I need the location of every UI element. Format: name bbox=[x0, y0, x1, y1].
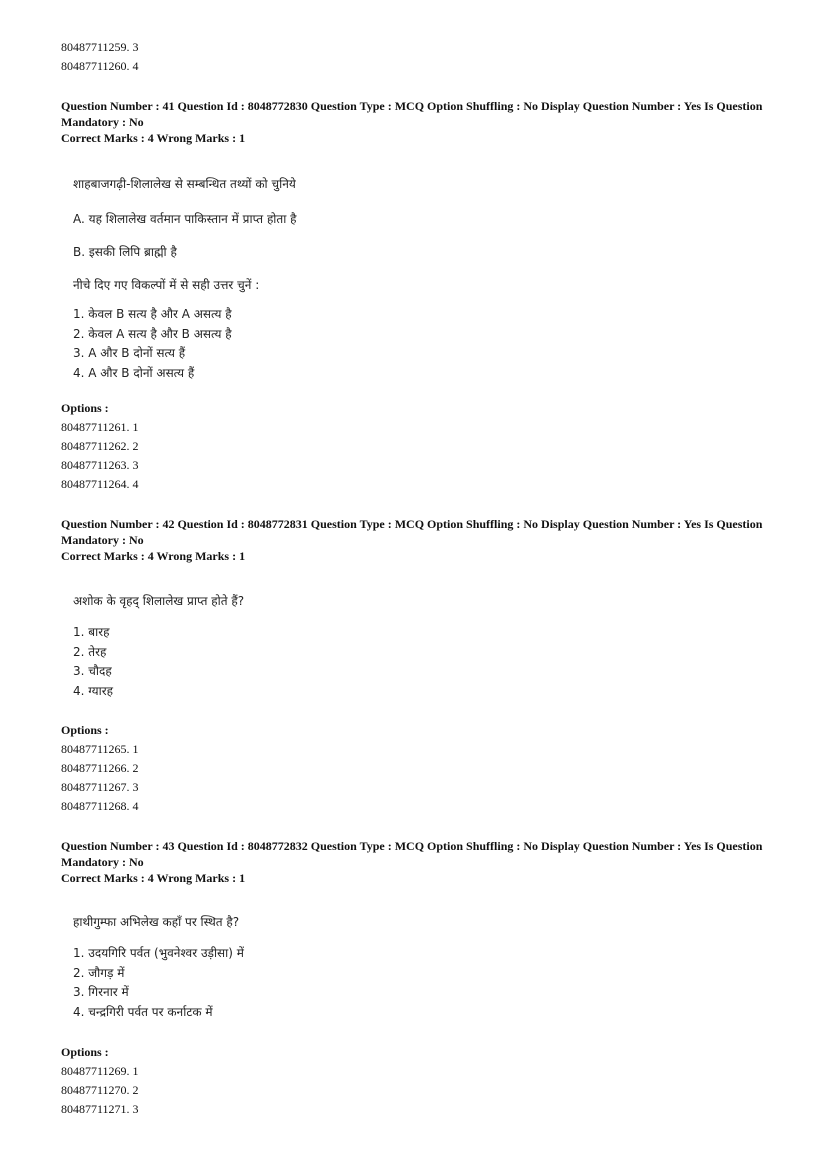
option-line: 80487711270. 2 bbox=[61, 1083, 139, 1097]
instruction: नीचे दिए गए विकल्पों में से सही उत्तर चुनें : bbox=[73, 278, 260, 292]
question-marks: Correct Marks : 4 Wrong Marks : 1 bbox=[61, 549, 246, 563]
option-line: 80487711259. 3 bbox=[61, 40, 139, 54]
choice-item: 1. बारह bbox=[73, 625, 110, 639]
choice-item: 3. A और B दोनों सत्य हैं bbox=[73, 346, 186, 360]
options-label: Options : bbox=[61, 723, 109, 737]
question-42-body bbox=[73, 592, 753, 701]
question-42-header bbox=[61, 516, 771, 564]
statement: B. इसकी लिपि ब्राह्मी है bbox=[73, 245, 177, 259]
question-43-header bbox=[61, 838, 771, 886]
option-line: 80487711266. 2 bbox=[61, 761, 139, 775]
option-line: 80487711269. 1 bbox=[61, 1064, 139, 1078]
choice-item: 2. केवल A सत्य है और B असत्य है bbox=[73, 326, 232, 341]
question-41-options bbox=[61, 399, 139, 494]
choice-item: 1. उदयगिरि पर्वत (भुवनेश्वर उड़ीसा) में bbox=[73, 946, 244, 960]
option-line: 80487711262. 2 bbox=[61, 439, 139, 453]
choice-item: 3. चौदह bbox=[73, 664, 112, 678]
question-meta: Question Number : 43 Question Id : 8048772832 Question Type : MCQ Option Shuffling : No Display Question Number : Yes Is Question Mandatory : No bbox=[61, 839, 763, 869]
option-line: 80487711267. 3 bbox=[61, 780, 139, 794]
option-line: 80487711265. 1 bbox=[61, 742, 139, 756]
statement: A. यह शिलालेख वर्तमान पाकिस्तान में प्राप्त होता है bbox=[73, 212, 297, 226]
option-line: 80487711261. 1 bbox=[61, 420, 139, 434]
question-43-options bbox=[61, 1043, 139, 1119]
question-marks: Correct Marks : 4 Wrong Marks : 1 bbox=[61, 131, 246, 145]
option-line: 80487711260. 4 bbox=[61, 59, 139, 73]
question-43-body bbox=[73, 913, 753, 1022]
choice-item: 3. गिरनार में bbox=[73, 985, 129, 999]
question-stem: अशोक के वृहद् शिलालेख प्राप्त होते हैं? bbox=[73, 594, 245, 608]
options-label: Options : bbox=[61, 1045, 109, 1059]
choice-item: 4. चन्द्रगिरी पर्वत पर कर्नाटक में bbox=[73, 1004, 213, 1019]
question-marks: Correct Marks : 4 Wrong Marks : 1 bbox=[61, 871, 246, 885]
option-line: 80487711271. 3 bbox=[61, 1102, 139, 1116]
question-stem: हाथीगुम्फा अभिलेख कहाँ पर स्थित है? bbox=[73, 915, 240, 929]
choice-list bbox=[73, 623, 753, 701]
options-label: Options : bbox=[61, 401, 109, 415]
choice-item: 1. केवल B सत्य है और A असत्य है bbox=[73, 307, 232, 321]
option-line: 80487711268. 4 bbox=[61, 799, 139, 813]
choice-item: 2. जौगड़ में bbox=[73, 965, 125, 980]
choice-list bbox=[73, 944, 753, 1022]
choice-item: 4. ग्यारह bbox=[73, 683, 113, 698]
question-41-header bbox=[61, 98, 771, 146]
choice-list bbox=[73, 305, 753, 383]
choice-item: 4. A और B दोनों असत्य हैं bbox=[73, 365, 195, 380]
option-line: 80487711263. 3 bbox=[61, 458, 139, 472]
choice-item: 2. तेरह bbox=[73, 644, 107, 659]
question-meta: Question Number : 42 Question Id : 8048772831 Question Type : MCQ Option Shuffling : No Display Question Number : Yes Is Question Mandatory : No bbox=[61, 517, 763, 547]
question-meta: Question Number : 41 Question Id : 8048772830 Question Type : MCQ Option Shuffling : No Display Question Number : Yes Is Question Mandatory : No bbox=[61, 99, 763, 129]
previous-options bbox=[61, 38, 139, 76]
option-line: 80487711264. 4 bbox=[61, 477, 139, 491]
question-41-body bbox=[73, 175, 753, 383]
question-stem: शाहबाजगढ़ी-शिलालेख से सम्बन्धित तथ्यों को चुनिये bbox=[73, 177, 296, 191]
question-42-options bbox=[61, 721, 139, 816]
